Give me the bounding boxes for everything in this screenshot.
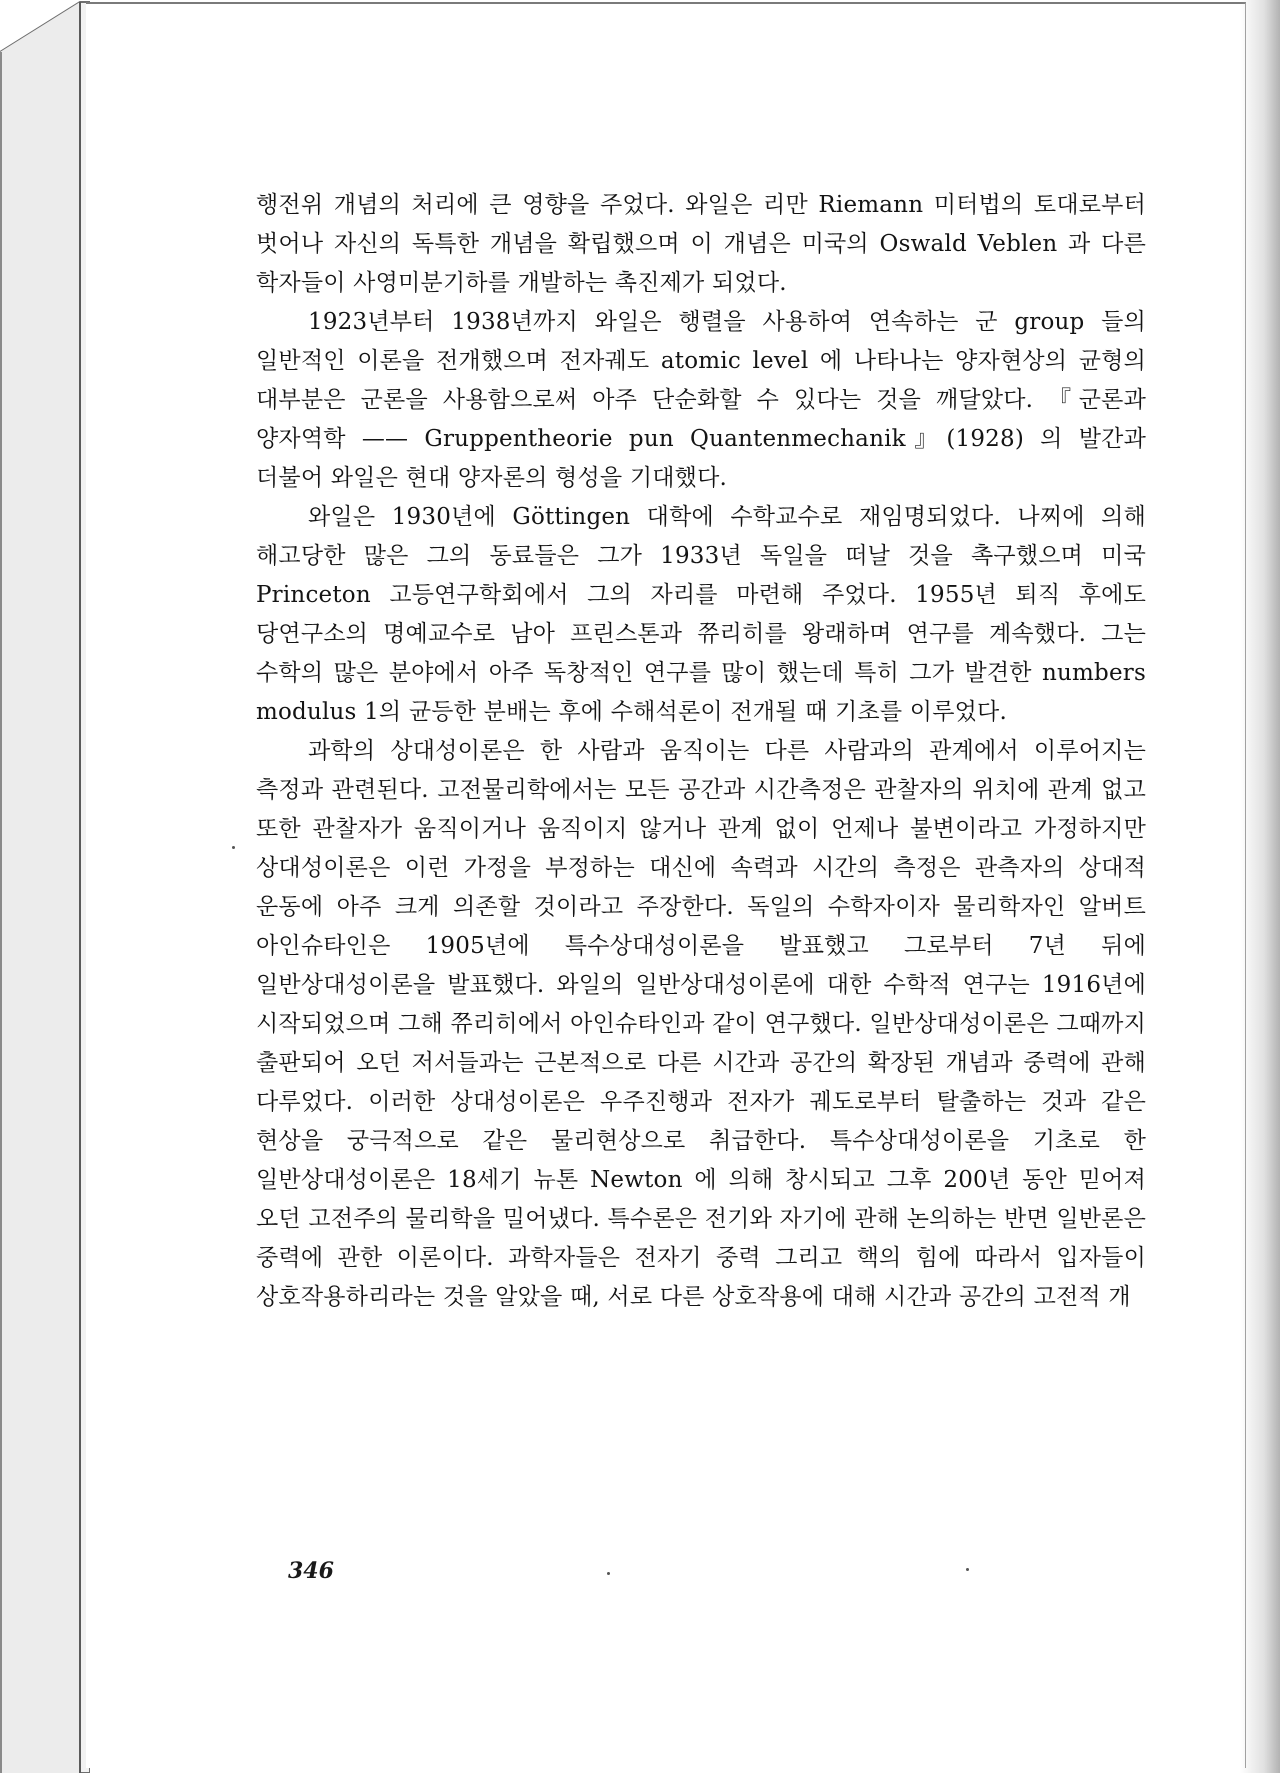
- paragraph-3: 와일은 1930년에 Göttingen 대학에 수학교수로 재임명되었다. 나찌에 의해 해고당한 많은 그의 동료들은 그가 1933년 독일을 떠날 것을 촉구했으며 미국 Princeton 고등연구학회에서 그의 자리를 마련해 주었다. 1955년 퇴직 후에도 당연구소의 명예교수로 남아 프린스톤과 쮸리히를 왕래하며 연구를 계속했다. 그는 수학의 많은 분야에서 아주 독창적인 연구를 많이 했는데 특히 그가 발견한 numbers modulus 1의 균등한 분배는 후에 수해석론이 전개될 때 기초를 이루었다.: [256, 504, 1146, 725]
- paragraph-4: 과학의 상대성이론은 한 사람과 움직이는 다른 사람과의 관계에서 이루어지는 측정과 관련된다. 고전물리학에서는 모든 공간과 시간측정은 관찰자의 위치에 관계 없고 또한 관찰자가 움직이거나 움직이지 않거나 관계 없이 언제나 불변이라고 가정하지만 상대성이론은 이런 가정을 부정하는 대신에 속력과 시간의 측정은 관측자의 상대적 운동에 아주 크게 의존할 것이라고 주장한다. 독일의 수학자이자 물리학자인 알버트 아인슈타인은 1905년에 특수상대성이론을 발표했고 그로부터 7년 뒤에 일반상대성이론을 발표했다. 와일의 일반상대성이론에 대한 수학적 연구는 1916년에 시작되었으며 그해 쮸리히에서 아인슈타인과 같이 연구했다. 일반상대성이론은 그때까지 출판되어 오던 저서들과는 근본적으로 다른 시간과 공간의 확장된 개념과 중력에 관해 다루었다. 이러한 상대성이론은 우주진행과 전자가 궤도로부터 탈출하는 것과 같은 현상을 궁극적으로 같은 물리현상으로 취급한다. 특수상대성이론을 기초로 한 일반상대성이론은 18세기 뉴톤 Newton 에 의해 창시되고 그후 200년 동안 믿어져 오던 고전주의 물리학을 밀어냈다. 특수론은 전기와 자기에 관해 논의하는 반면 일반론은 중력에 관한 이론이다. 과학자들은 전자기 중력 그리고 핵의 힘에 따라서 입자들이 상호작용하리라는 것을 알았을 때, 서로 다른 상호작용에 대해 시간과 공간의 고전적 개: [256, 738, 1146, 1310]
- page-edge-shadow: [1240, 0, 1280, 1773]
- scan-speck: [966, 1568, 969, 1571]
- scan-speck: [607, 1572, 610, 1575]
- paragraph-1: 행전위 개념의 처리에 큰 영향을 주었다. 와일은 리만 Riemann 미터법의 토대로부터 벗어나 자신의 독특한 개념을 확립했으며 이 개념은 미국의 Oswald Veblen 과 다른 학자들이 사영미분기하를 개발하는 촉진제가 되었다.: [256, 192, 1146, 296]
- page-number: 346: [288, 1558, 334, 1584]
- book-spine: [0, 0, 90, 1773]
- body-text: [256, 186, 1146, 1317]
- paragraph-2: 1923년부터 1938년까지 와일은 행렬을 사용하여 연속하는 군 group 들의 일반적인 이론을 전개했으며 전자궤도 atomic level 에 나타나는 양자현상의 균형의 대부분은 군론을 사용함으로써 아주 단순화할 수 있다는 것을 깨달았다. 『군론과 양자역학 —— Gruppentheorie pun Quantenmechanik』(1928) 의 발간과 더불어 와일은 현대 양자론의 형성을 기대했다.: [256, 309, 1146, 491]
- scan-speck: [232, 846, 235, 849]
